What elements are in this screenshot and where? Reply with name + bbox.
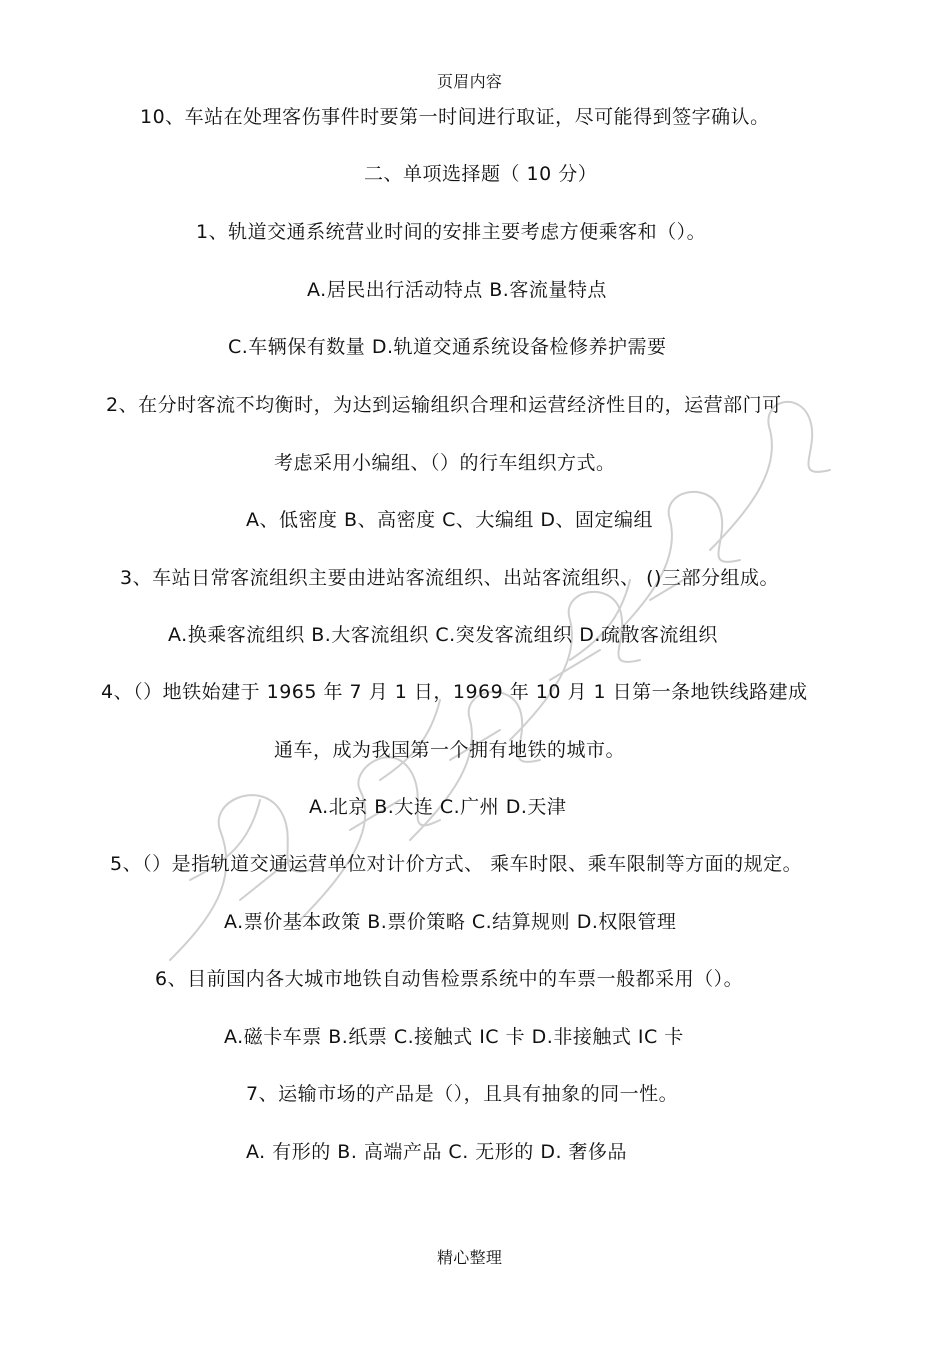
page-footer: 精心整理 xyxy=(437,1248,503,1267)
page-header: 页眉内容 xyxy=(437,72,503,91)
question-2-line-2: 考虑采用小编组、（）的行车组织方式。 xyxy=(274,452,616,474)
question-2-options: A、低密度 B、高密度 C、大编组 D、固定编组 xyxy=(246,509,654,531)
question-3: 3、车站日常客流组织主要由进站客流组织、出站客流组织、 ()三部分组成。 xyxy=(120,567,779,589)
question-4-line-2: 通车，成为我国第一个拥有地铁的城市。 xyxy=(274,739,626,761)
true-false-item-10: 10、车站在处理客伤事件时要第一时间进行取证，尽可能得到签字确认。 xyxy=(140,106,770,128)
section-heading: 二、单项选择题（ 10 分） xyxy=(364,163,598,185)
question-1-options-ab: A.居民出行活动特点 B.客流量特点 xyxy=(307,279,607,301)
question-6: 6、目前国内各大城市地铁自动售检票系统中的车票一般都采用（）。 xyxy=(155,968,744,990)
question-5-options: A.票价基本政策 B.票价策略 C.结算规则 D.权限管理 xyxy=(224,911,677,933)
question-1: 1、轨道交通系统营业时间的安排主要考虑方便乘客和（）。 xyxy=(196,221,707,243)
question-2-line-1: 2、在分时客流不均衡时，为达到运输组织合理和运营经济性目的，运营部门可 xyxy=(106,394,782,416)
question-6-options: A.磁卡车票 B.纸票 C.接触式 IC 卡 D.非接触式 IC 卡 xyxy=(224,1026,684,1048)
question-4-options: A.北京 B.大连 C.广州 D.天津 xyxy=(309,796,567,818)
question-4-line-1: 4、（）地铁始建于 1965 年 7 月 1 日，1969 年 10 月 1 日第一条地铁线路建成 xyxy=(101,681,808,703)
question-1-options-cd: C.车辆保有数量 D.轨道交通系统设备检修养护需要 xyxy=(228,336,667,358)
question-7: 7、运输市场的产品是（），且具有抽象的同一性。 xyxy=(246,1083,679,1105)
question-7-options: A. 有形的 B. 高端产品 C. 无形的 D. 奢侈品 xyxy=(246,1141,628,1163)
question-3-options: A.换乘客流组织 B.大客流组织 C.突发客流组织 D.疏散客流组织 xyxy=(168,624,718,646)
question-5: 5、（）是指轨道交通运营单位对计价方式、 乘车时限、乘车限制等方面的规定。 xyxy=(110,853,803,875)
